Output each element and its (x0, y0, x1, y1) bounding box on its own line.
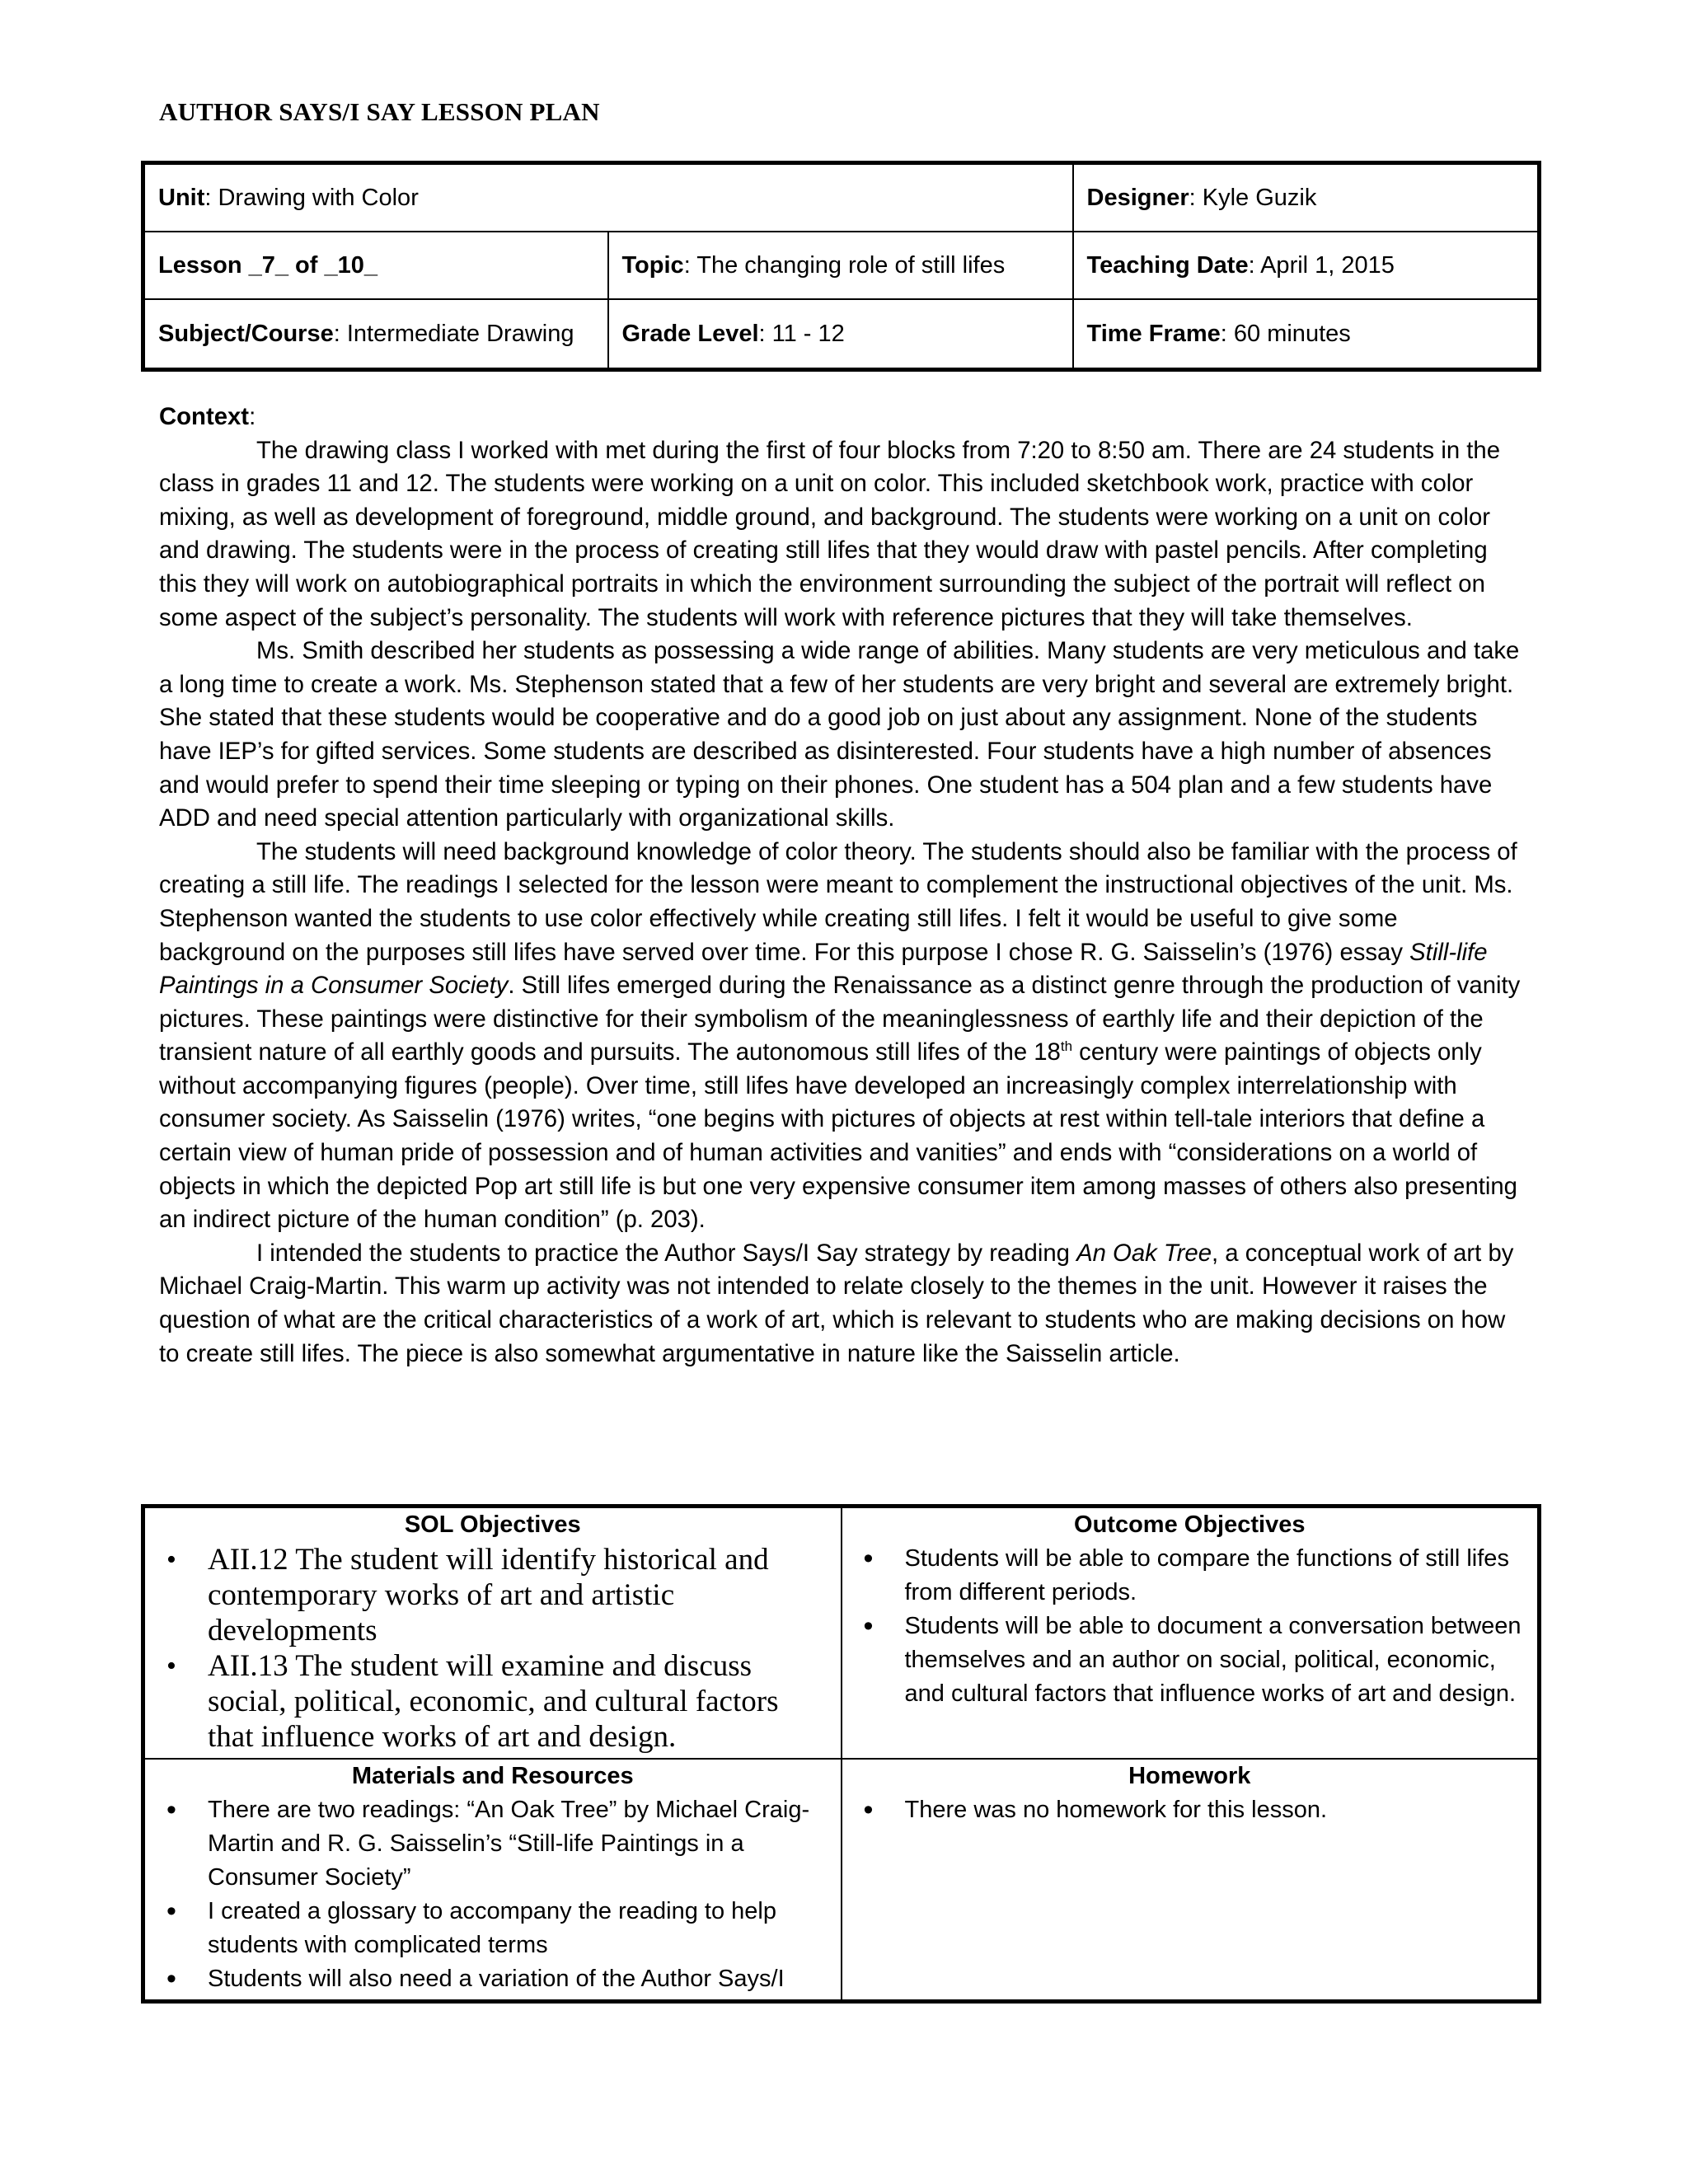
outcome-objectives-heading: Outcome Objectives (1074, 1511, 1306, 1538)
context-paragraph-2: Ms. Smith described her students as possessing a wide range of abilities. Many students are very meticulous and take a long time to create a work. Ms. Stephenson stated that a few of her students are very bright and several are extremely bright. She stated that these students would be cooperative and do a good job on just about any assignment. None of the students have IEP’s for gifted services. Some students are described as disinterested. Four students have a high number of absences and would prefer to spend their time sleeping or typing on their phones. One student has a 504 plan and a few students have ADD and need special attention particularly with organizational skills. (159, 637, 1520, 832)
list-item: • There was no homework for this lesson. (857, 1793, 1523, 1827)
materials-heading: Materials and Resources (351, 1763, 634, 1789)
context-p3-text-a: The students will need background knowledge of color theory. The students should also be familiar with the process of creating a still life. The readings I selected for the lesson were meant to complement the instructional objectives of the unit. Ms. Stephenson wanted the students to use color effectively while creating still lifes. I felt it would be useful to give some background on the purposes still lifes have served over time. For this purpose I chose R. G. Saisselin’s (1976) essay (159, 837, 1517, 966)
outcome-objectives-list (857, 1542, 1523, 1711)
list-item: • I created a glossary to accompany the reading to help students with complicated terms (160, 1895, 826, 1962)
context-p3-text-b: . Still lifes emerged during the Renaissance as a distinct genre through the production of vanity pictures. These paintings were distinctive for their symbolism of the meaninglessness of earthly life and their depiction of the transient nature of all earthly goods and pursuits. The autonomous still lifes of the 18 (159, 972, 1521, 1066)
context-p3-text-c: century were paintings of objects only without accompanying figures (people). Over time, still lifes have developed an increasingly complex interrelationship with consumer society. As Saisselin (1976) writes, “one begins with pictures of objects at rest within tell-tale interiors that define a certain view of human pride of possession and of human activities and vanities” and ends with “considerations on a world of objects in which the depicted Pop art still life is but one very expensive consumer item among masses of others also presenting an indirect picture of the human condition” (p. 203). (159, 1038, 1517, 1234)
sol-objectives-list (160, 1542, 826, 1755)
list-item: • Students will be able to document a conversation between themselves and an author on social, political, economic, and cultural factors that influence works of art and design. (857, 1610, 1523, 1711)
topic-value: : The changing role of still lifes (683, 252, 1006, 279)
grade-value: : 11 - 12 (758, 321, 845, 347)
unit-label: Unit (158, 185, 205, 211)
designer-label: Designer (1086, 185, 1189, 211)
homework-list (857, 1793, 1523, 1827)
context-p4-text-a: I intended the students to practice the Author Says/I Say strategy by reading (256, 1239, 1077, 1267)
context-section (159, 401, 1521, 1371)
subject-cell (143, 299, 608, 370)
objectives-table (141, 1504, 1541, 2004)
time-frame-value: : 60 minutes (1220, 321, 1351, 347)
context-p4-work-title: An Oak Tree (1076, 1239, 1212, 1267)
lesson-info-table (141, 161, 1541, 372)
lesson-label: Lesson _7_ of _10_ (158, 252, 377, 279)
materials-cell (143, 1759, 842, 2002)
context-p3-essay-title: Still-life Paintings in a Consumer Society (159, 938, 1488, 1000)
topic-label: Topic (621, 252, 684, 279)
context-paragraph-3 (159, 836, 1521, 1237)
context-paragraph-1: The drawing class I worked with met during the first of four blocks from 7:20 to 8:50 am. There are 24 students in the class in grades 11 and 12. The students were working on a unit on color. This included sketchbook work, practice with color mixing, as well as development of foreground, middle ground, and background. The students were working on a unit on color and drawing. The students were in the process of creating still lifes that they would draw with pastel pencils. After completing this they will work on autobiographical portraits in which the environment surrounding the subject of the portrait will reflect on some aspect of the subject’s personality. The students will work with reference pictures that they will take themselves. (159, 436, 1500, 631)
outcome-objectives-cell (842, 1507, 1540, 1760)
homework-cell (842, 1759, 1540, 2002)
teaching-date-cell (1073, 232, 1540, 299)
materials-list (160, 1793, 826, 1996)
topic-cell (608, 232, 1073, 299)
context-paragraph-4 (159, 1237, 1521, 1371)
unit-value: : Drawing with Color (204, 185, 419, 211)
page-title: AUTHOR SAYS/I SAY LESSON PLAN (159, 97, 600, 126)
lesson-cell (143, 232, 608, 299)
context-p3-superscript: th (1060, 1038, 1073, 1055)
unit-cell (143, 163, 1073, 232)
time-frame-label: Time Frame (1086, 321, 1221, 347)
subject-value: : Intermediate Drawing (333, 321, 574, 347)
grade-label: Grade Level (621, 321, 759, 347)
teaching-date-label: Teaching Date (1086, 252, 1249, 279)
list-item: • Students will be able to compare the functions of still lifes from different periods. (857, 1542, 1523, 1610)
grade-cell (608, 299, 1073, 370)
context-heading-colon: : (249, 403, 256, 430)
context-p4-text-b: , a conceptual work of art by Michael Craig-Martin. This warm up activity was not intended to relate closely to the themes in the unit. However it raises the question of what are the critical characteristics of a work of art, which is relevant to students who are making decisions on how to create still lifes. The piece is also somewhat argumentative in nature like the Saisselin article. (159, 1239, 1514, 1367)
teaching-date-value: : April 1, 2015 (1248, 252, 1395, 279)
list-item: • AII.12 The student will identify historical and contemporary works of art and artistic developments (160, 1542, 826, 1648)
list-item: • Students will also need a variation of the Author Says/I (160, 1962, 826, 1996)
sol-objectives-cell (143, 1507, 842, 1760)
homework-heading: Homework (1128, 1763, 1251, 1789)
list-item: • AII.13 The student will examine and discuss social, political, economic, and cultural factors that influence works of art and design. (160, 1648, 826, 1755)
sol-objectives-heading: SOL Objectives (404, 1511, 581, 1538)
designer-cell (1073, 163, 1540, 232)
context-heading: Context (159, 403, 250, 430)
subject-label: Subject/Course (158, 321, 334, 347)
designer-value: : Kyle Guzik (1189, 185, 1317, 211)
list-item: • There are two readings: “An Oak Tree” by Michael Craig-Martin and R. G. Saisselin’s “Still-life Paintings in a Consumer Society” (160, 1793, 826, 1895)
time-frame-cell (1073, 299, 1540, 370)
